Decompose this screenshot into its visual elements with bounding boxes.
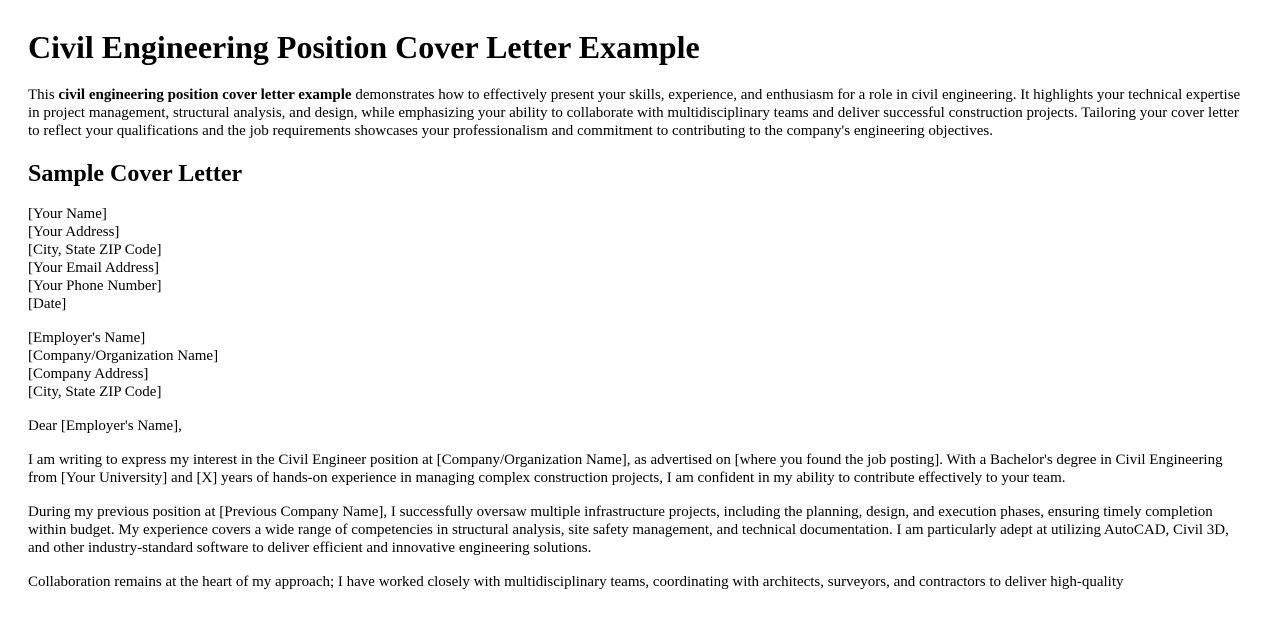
letter-paragraph: I am writing to express my interest in the Civil Engineer position at [Company/Organization Name], as advertised on [where you found the job posting]. With a Bachelor's degree in Civil Engineering from [Your University] and [X] years of hands-on experience in managing complex construction projects, I am confident in my ability to contribute effectively to your team. <box>28 452 1223 486</box>
sender-email: [Your Email Address] <box>28 260 159 276</box>
sender-city-state-zip: [City, State ZIP Code] <box>28 242 162 258</box>
intro-suffix: demonstrates how to effectively present your skills, experience, and enthusiasm for a role in civil engineering. It highlights your technical expertise in project management, structural analysis, and design, while emphasizing your ability to collaborate with multidisciplinary teams and deliver successful construction projects. Tailoring your cover letter to reflect your qualifications and the job requirements showcases your professionalism and commitment to contributing to the company's engineering objectives. <box>28 87 1241 139</box>
sender-phone: [Your Phone Number] <box>28 278 162 294</box>
recipient-address: [Company Address] <box>28 366 149 382</box>
letter-paragraph: Collaboration remains at the heart of my approach; I have worked closely with multidisciplinary teams, coordinating with architects, surveyors, and contractors to deliver high-quality <box>28 574 1124 590</box>
recipient-city-state-zip: [City, State ZIP Code] <box>28 384 162 400</box>
intro-prefix: This <box>28 87 59 103</box>
recipient-company: [Company/Organization Name] <box>28 348 219 364</box>
section-title: Sample Cover Letter <box>28 161 243 187</box>
page-title: Civil Engineering Position Cover Letter Example <box>28 29 700 65</box>
letter-date: [Date] <box>28 296 67 312</box>
letter-paragraph: During my previous position at [Previous Company Name], I successfully oversaw multiple infrastructure projects, including the planning, design, and execution phases, ensuring timely completion within budget. My experience covers a wide range of competencies in structural analysis, site safety management, and technical documentation. I am particularly adept at utilizing AutoCAD, Civil 3D, and other industry-standard software to deliver efficient and innovative engineering solutions. <box>28 504 1229 556</box>
sender-address: [Your Address] <box>28 224 120 240</box>
recipient-address-block <box>28 329 1250 401</box>
intro-bold-phrase: civil engineering position cover letter example <box>58 87 352 103</box>
recipient-name: [Employer's Name] <box>28 330 146 346</box>
sender-address-block <box>28 205 1250 313</box>
document-page <box>0 28 1278 591</box>
intro-paragraph <box>28 86 1250 140</box>
salutation: Dear [Employer's Name], <box>28 418 182 434</box>
sender-name: [Your Name] <box>28 206 107 222</box>
